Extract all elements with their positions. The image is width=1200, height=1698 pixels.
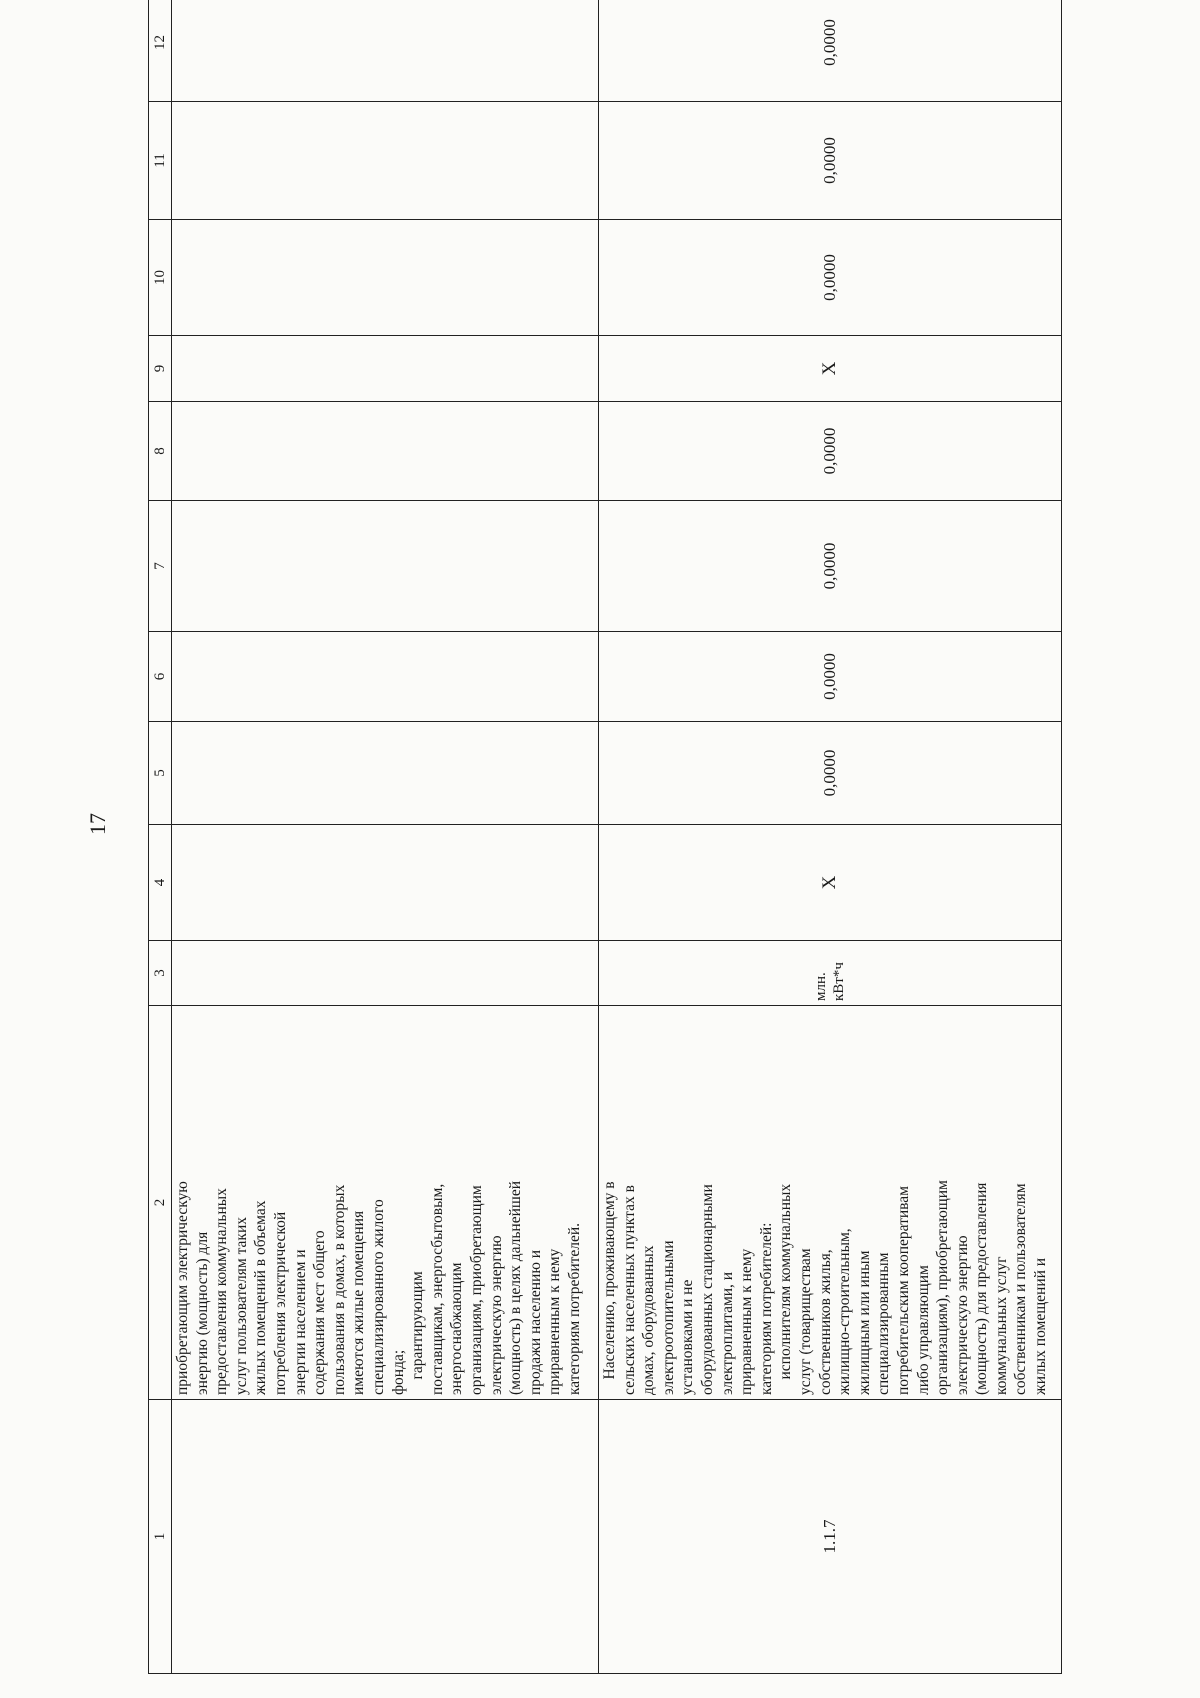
description-line: энергию (мощность) для [193,1231,211,1395]
value-cell-8 [172,402,599,501]
col-number-7: 7 [149,501,172,632]
value-cell-11 [172,102,599,220]
description-line: Населению, проживающему в [601,1181,618,1395]
description-line: жилищно-строительным, [836,1228,854,1395]
description-line: энергии населением и [291,1249,309,1395]
col-number-6: 6 [149,632,172,722]
page-number: 17 [85,813,110,835]
description-line: оборудованных стационарными [698,1184,716,1395]
unit-cell [599,941,1062,1006]
col-number-1: 1 [149,1400,172,1674]
col-number-5: 5 [149,722,172,825]
col-number-9: 9 [149,336,172,402]
description-line: специализированным [875,1252,893,1395]
description-line: приравненным к нему [546,1248,564,1395]
description-line: организациям, приобретающим [467,1185,485,1395]
table-row [599,0,1062,1674]
description-line: электроплитами, и [718,1271,736,1395]
description-line: либо управляющим [914,1265,932,1395]
value-cell-10: 0,0000 [599,220,1062,336]
value-cell-12 [172,0,599,102]
col-number-11: 11 [149,102,172,220]
description-line: продажи населению и [526,1249,544,1395]
description-line: услуг пользователям таких [232,1217,250,1395]
description-line: гарантирующим [409,1271,427,1395]
description-line: потребления электрической [271,1211,289,1395]
unit-cell [172,941,599,1006]
col-number-12: 12 [149,0,172,102]
unit-line: кВт*ч [831,962,847,1001]
value-cell-8: 0,0000 [599,402,1062,501]
description-line: электроотопительными [659,1240,677,1395]
description-line: жилых помещений и [1032,1257,1050,1395]
description-line: собственников жилья, [816,1249,834,1395]
row-description [599,1006,1062,1400]
value-cell-7 [172,501,599,632]
description-line: жилых помещений в объемах [252,1200,270,1395]
row-description [172,1006,599,1400]
description-line: электрическую энергию [487,1235,505,1395]
description-line: электрическую энергию [953,1235,971,1395]
description-line: пользования в домах, в которых [330,1184,348,1395]
description-line: фонда; [389,1349,407,1395]
value-cell-6: 0,0000 [599,632,1062,722]
description-line: организациям), приобретающим [934,1180,952,1395]
value-cell-9: X [599,336,1062,402]
description-line: предоставления коммунальных [213,1188,231,1395]
tariff-table [148,0,1062,1674]
description-line: собственникам и пользователям [1012,1183,1030,1395]
value-cell-11: 0,0000 [599,102,1062,220]
value-cell-4 [172,825,599,941]
col-number-10: 10 [149,220,172,336]
description-line: поставщикам, энергосбытовым, [428,1183,446,1395]
value-cell-9 [172,336,599,402]
description-line: потребительским кооперативам [894,1186,912,1395]
row-code: 1.1.7 [599,1400,1062,1674]
description-line: установками и не [679,1279,697,1395]
value-cell-7: 0,0000 [599,501,1062,632]
value-cell-5: 0,0000 [599,722,1062,825]
description-line: энергоснабжающим [448,1262,466,1395]
table-row [172,0,599,1674]
description-line: специализированного жилого [369,1199,387,1395]
description-line: коммунальных услуг [992,1256,1010,1395]
description-line: жилищным или иным [855,1250,873,1395]
value-cell-5 [172,722,599,825]
description-line: исполнителям коммунальных [777,1183,795,1395]
description-line: домах, оборудованных [640,1245,658,1395]
description-line: (мощность) для предоставления [973,1182,991,1395]
value-cell-4: X [599,825,1062,941]
description-line: сельских населенных пунктах в [620,1185,638,1395]
column-number-row [149,0,172,1674]
col-number-4: 4 [149,825,172,941]
unit-line: млн. [813,972,829,1001]
col-number-8: 8 [149,402,172,501]
rotated-table-container [148,21,1056,1674]
description-line: приравненным к нему [738,1248,756,1395]
description-line: (мощность) в целях дальнейшей [507,1181,525,1395]
description-line: содержания мест общего [311,1230,329,1395]
value-cell-12: 0,0000 [599,0,1062,102]
col-number-2: 2 [149,1006,172,1400]
description-line: услуг (товариществам [796,1248,814,1395]
col-number-3: 3 [149,941,172,1006]
row-code [172,1400,599,1674]
description-line: категориям потребителей: [757,1222,775,1395]
value-cell-10 [172,220,599,336]
description-line: категориям потребителей. [565,1222,583,1395]
value-cell-6 [172,632,599,722]
description-line: имеются жилые помещения [350,1210,368,1395]
description-line: приобретающим электрическую [174,1181,191,1395]
